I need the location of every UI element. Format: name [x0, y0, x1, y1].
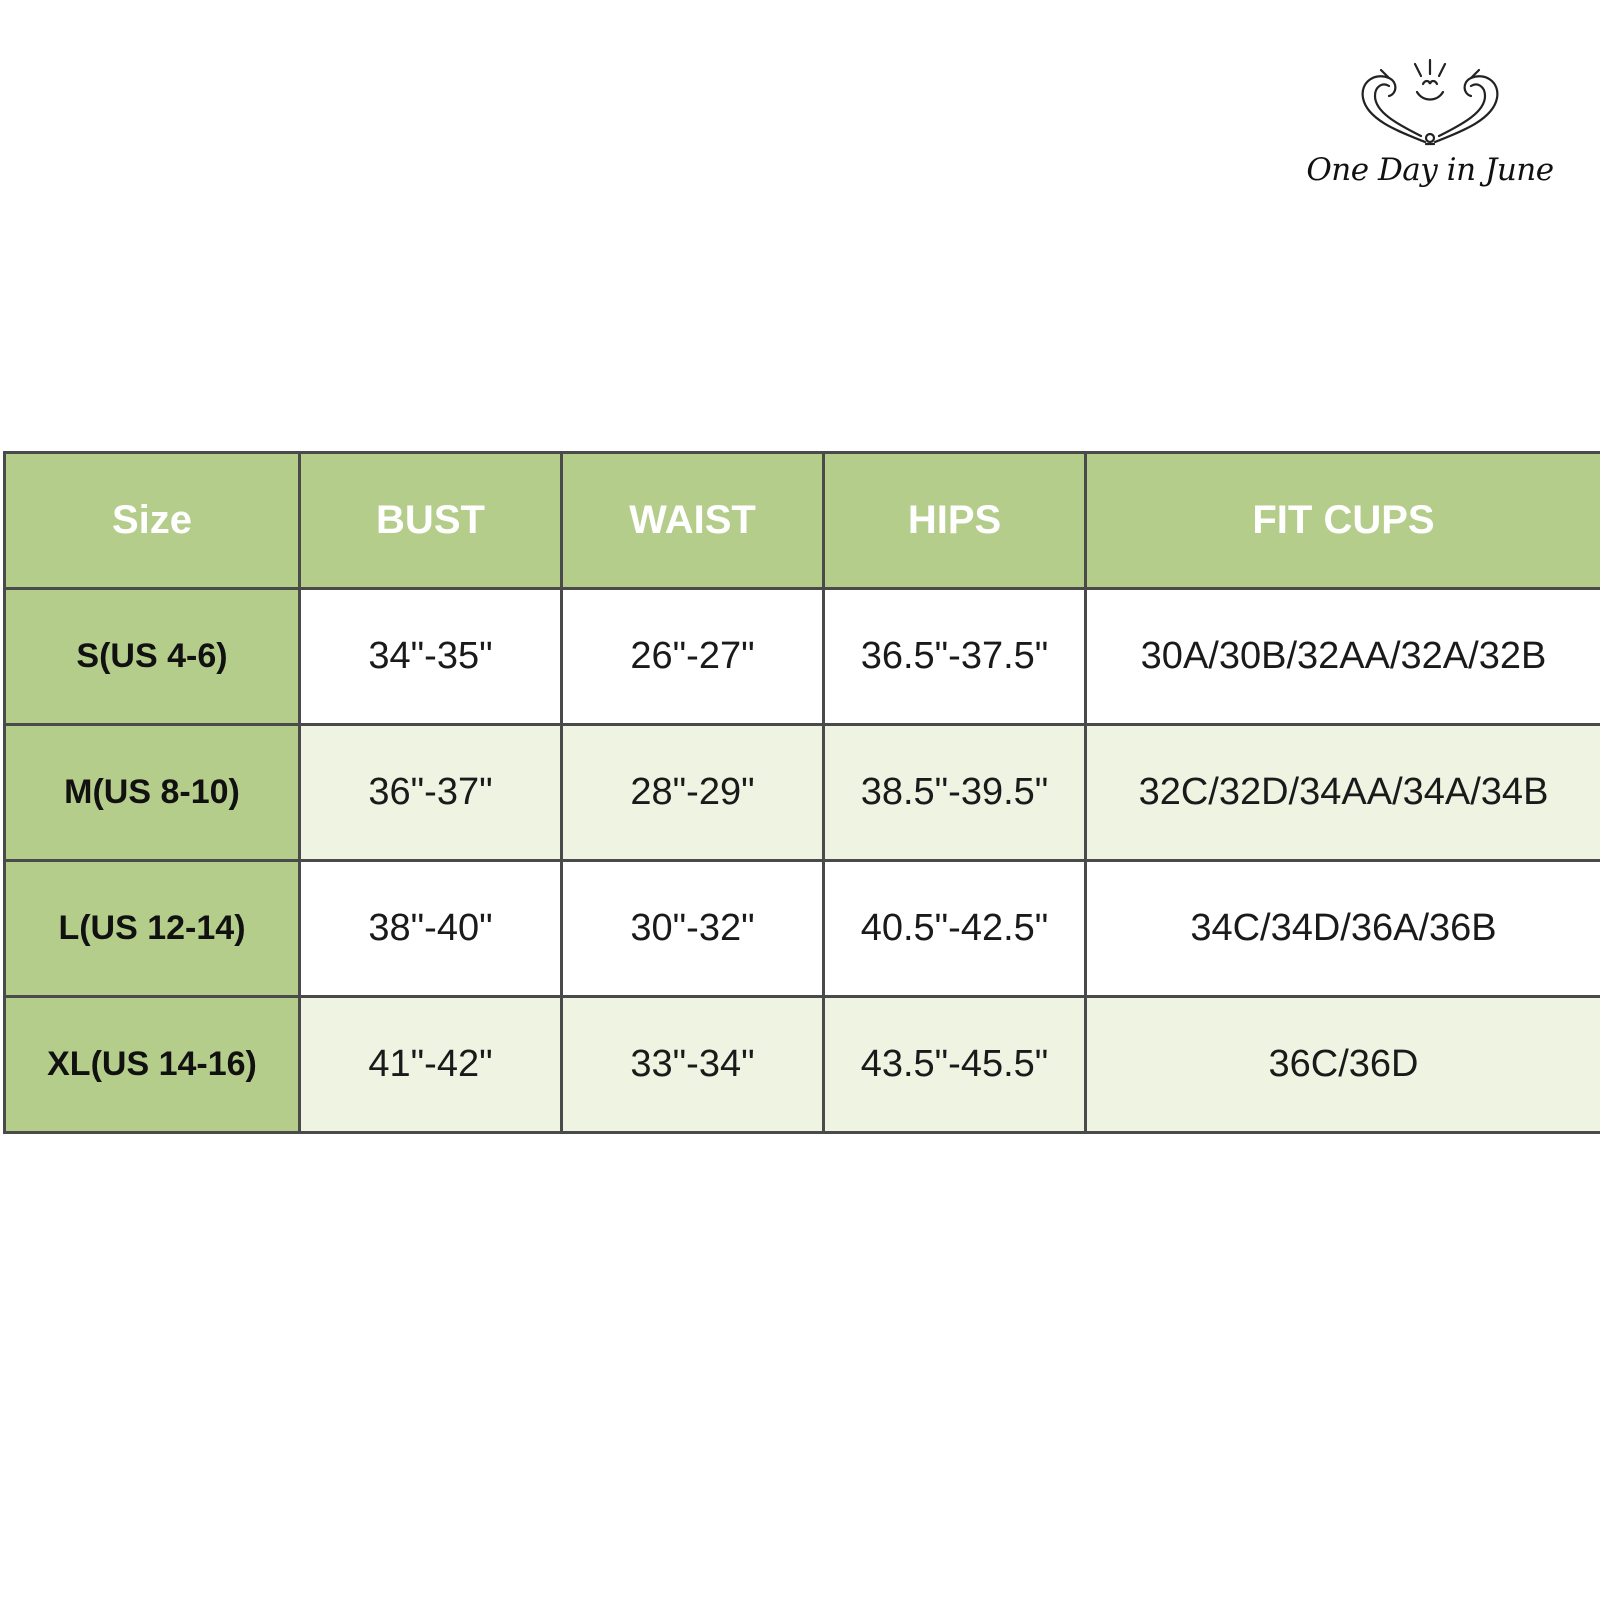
- header-fit-cups: FIT CUPS: [1086, 453, 1600, 589]
- table-row: [5, 725, 1600, 861]
- swan-heart-icon: [1305, 40, 1555, 150]
- fit-cups-cell: 30A/30B/32AA/32A/32B: [1086, 589, 1600, 725]
- header-size: Size: [5, 453, 300, 589]
- brand-name: One Day in June: [1306, 152, 1554, 188]
- table-row: [5, 861, 1600, 997]
- fit-cups-cell: 32C/32D/34AA/34A/34B: [1086, 725, 1600, 861]
- waist-cell: 30"-32": [562, 861, 824, 997]
- hips-cell: 38.5"-39.5": [824, 725, 1086, 861]
- fit-cups-cell: 34C/34D/36A/36B: [1086, 861, 1600, 997]
- header-hips: HIPS: [824, 453, 1086, 589]
- bust-cell: 36"-37": [300, 725, 562, 861]
- brand-logo: [1305, 40, 1555, 200]
- bust-cell: 38"-40": [300, 861, 562, 997]
- size-cell: S(US 4-6): [5, 589, 300, 725]
- fit-cups-cell: 36C/36D: [1086, 997, 1600, 1133]
- hips-cell: 40.5"-42.5": [824, 861, 1086, 997]
- hips-cell: 36.5"-37.5": [824, 589, 1086, 725]
- hips-cell: 43.5"-45.5": [824, 997, 1086, 1133]
- table-row: [5, 997, 1600, 1133]
- header-waist: WAIST: [562, 453, 824, 589]
- header-bust: BUST: [300, 453, 562, 589]
- waist-cell: 28"-29": [562, 725, 824, 861]
- size-cell: XL(US 14-16): [5, 997, 300, 1133]
- bust-cell: 34"-35": [300, 589, 562, 725]
- size-chart-table: [3, 451, 1600, 1134]
- header-row: [5, 453, 1600, 589]
- waist-cell: 26"-27": [562, 589, 824, 725]
- size-cell: M(US 8-10): [5, 725, 300, 861]
- bust-cell: 41"-42": [300, 997, 562, 1133]
- waist-cell: 33"-34": [562, 997, 824, 1133]
- size-cell: L(US 12-14): [5, 861, 300, 997]
- table-row: [5, 589, 1600, 725]
